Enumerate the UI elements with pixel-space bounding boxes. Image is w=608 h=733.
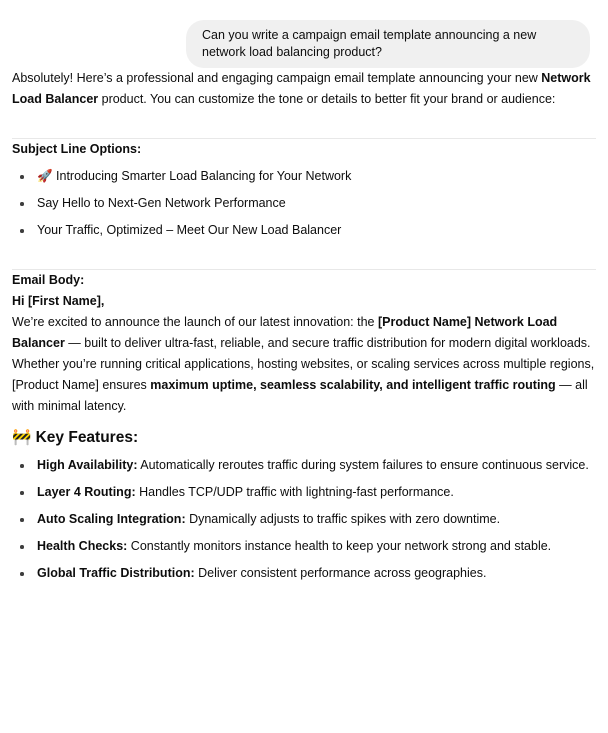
launch-paragraph [12,312,596,354]
subject-option-item: Say Hello to Next-Gen Network Performance [12,193,596,214]
subject-options-list [12,166,596,241]
subject-option-item: Your Traffic, Optimized – Meet Our New Load Balancer [12,220,596,241]
launch-text-2: — built to deliver ultra-fast, reliable, and secure traffic distribution for modern digital workloads. [64,336,591,350]
launch-bold-product: [Product Name] Network Load Balancer [12,315,558,350]
user-message-row [12,20,596,68]
feature-text: Deliver consistent performance across geographies. [194,566,487,580]
feature-label: High Availability: [37,458,138,472]
assistant-response [12,68,596,584]
feature-text: Automatically reroutes traffic during system failures to ensure continuous service. [137,458,589,472]
intro-bold-product: Network Load Balancer [12,71,591,106]
feature-item [12,455,596,476]
feature-item [12,563,596,584]
value-bold-benefits: maximum uptime, seamless scalability, and intelligent traffic routing [150,378,556,392]
intro-text-1: Absolutely! Here’s a professional and engaging campaign email template announcing your new [12,71,542,85]
user-message-bubble: Can you write a campaign email template announcing a new network load balancing product? [186,20,590,68]
feature-label: Global Traffic Distribution: [37,566,195,580]
features-list [12,455,596,584]
feature-label: Health Checks: [37,539,128,553]
subject-option-item: 🚀 Introducing Smarter Load Balancing for Your Network [12,166,596,187]
feature-text: Handles TCP/UDP traffic with lightning-fast performance. [135,485,454,499]
key-features-heading: 🚧 Key Features: [12,429,139,446]
value-paragraph [12,354,596,417]
intro-text-2: product. You can customize the tone or details to better fit your brand or audience: [98,92,556,106]
feature-text: Dynamically adjusts to traffic spikes with zero downtime. [185,512,501,526]
chat-conversation [0,20,608,584]
feature-item [12,509,596,530]
greeting-line: Hi [First Name], [12,294,105,308]
feature-text: Constantly monitors instance health to keep your network strong and stable. [127,539,552,553]
launch-text-1: We’re excited to announce the launch of our latest innovation: the [12,315,378,329]
subject-options-heading: Subject Line Options: [12,142,142,156]
intro-paragraph [12,68,596,110]
email-body-heading: Email Body: [12,273,85,287]
feature-label: Layer 4 Routing: [37,485,136,499]
value-text-2: — all with minimal latency. [12,378,588,413]
feature-item [12,536,596,557]
feature-label: Auto Scaling Integration: [37,512,186,526]
value-text-1: Whether you’re running critical applications, hosting websites, or scaling services across multiple regions, [Product Name] ensures [12,357,595,392]
feature-item [12,482,596,503]
